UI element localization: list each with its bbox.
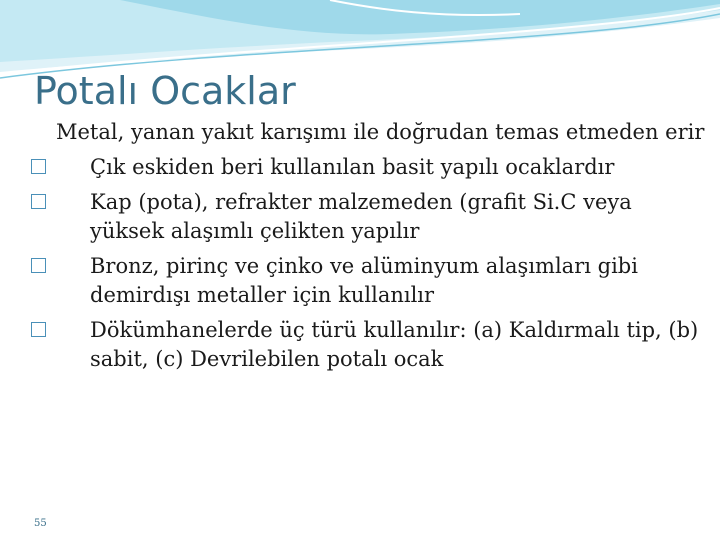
bullet-text: Kap (pota), refrakter malzemeden (grafit Si.C veya yüksek alaşımlı çelikten yapılır	[90, 190, 632, 243]
intro-text: Metal, yanan yakıt karışımı ile doğrudan temas etmeden erir	[56, 120, 705, 144]
bullet-text: Dökümhanelerde üç türü kullanılır: (a) Kaldırmalı tip, (b) sabit, (c) Devrilebilen potalı ocak	[90, 318, 699, 371]
bullet-text: Bronz, pirinç ve çinko ve alüminyum alaşımları gibi demirdışı metaller için kullanılır	[90, 254, 638, 307]
bullet-item	[56, 188, 706, 246]
bullet-item	[56, 316, 706, 374]
checkbox-bullet-icon	[31, 258, 46, 273]
slide-body	[56, 118, 706, 380]
bullet-item	[56, 252, 706, 310]
checkbox-bullet-icon	[31, 322, 46, 337]
page-number: 55	[34, 518, 47, 529]
header-wave-decoration	[0, 0, 720, 80]
slide-title: Potalı Ocaklar	[34, 69, 296, 113]
checkbox-bullet-icon	[31, 159, 46, 174]
bullet-item	[56, 153, 706, 182]
bullet-text: Çık eskiden beri kullanılan basit yapılı ocaklardır	[90, 155, 615, 179]
checkbox-bullet-icon	[31, 194, 46, 209]
